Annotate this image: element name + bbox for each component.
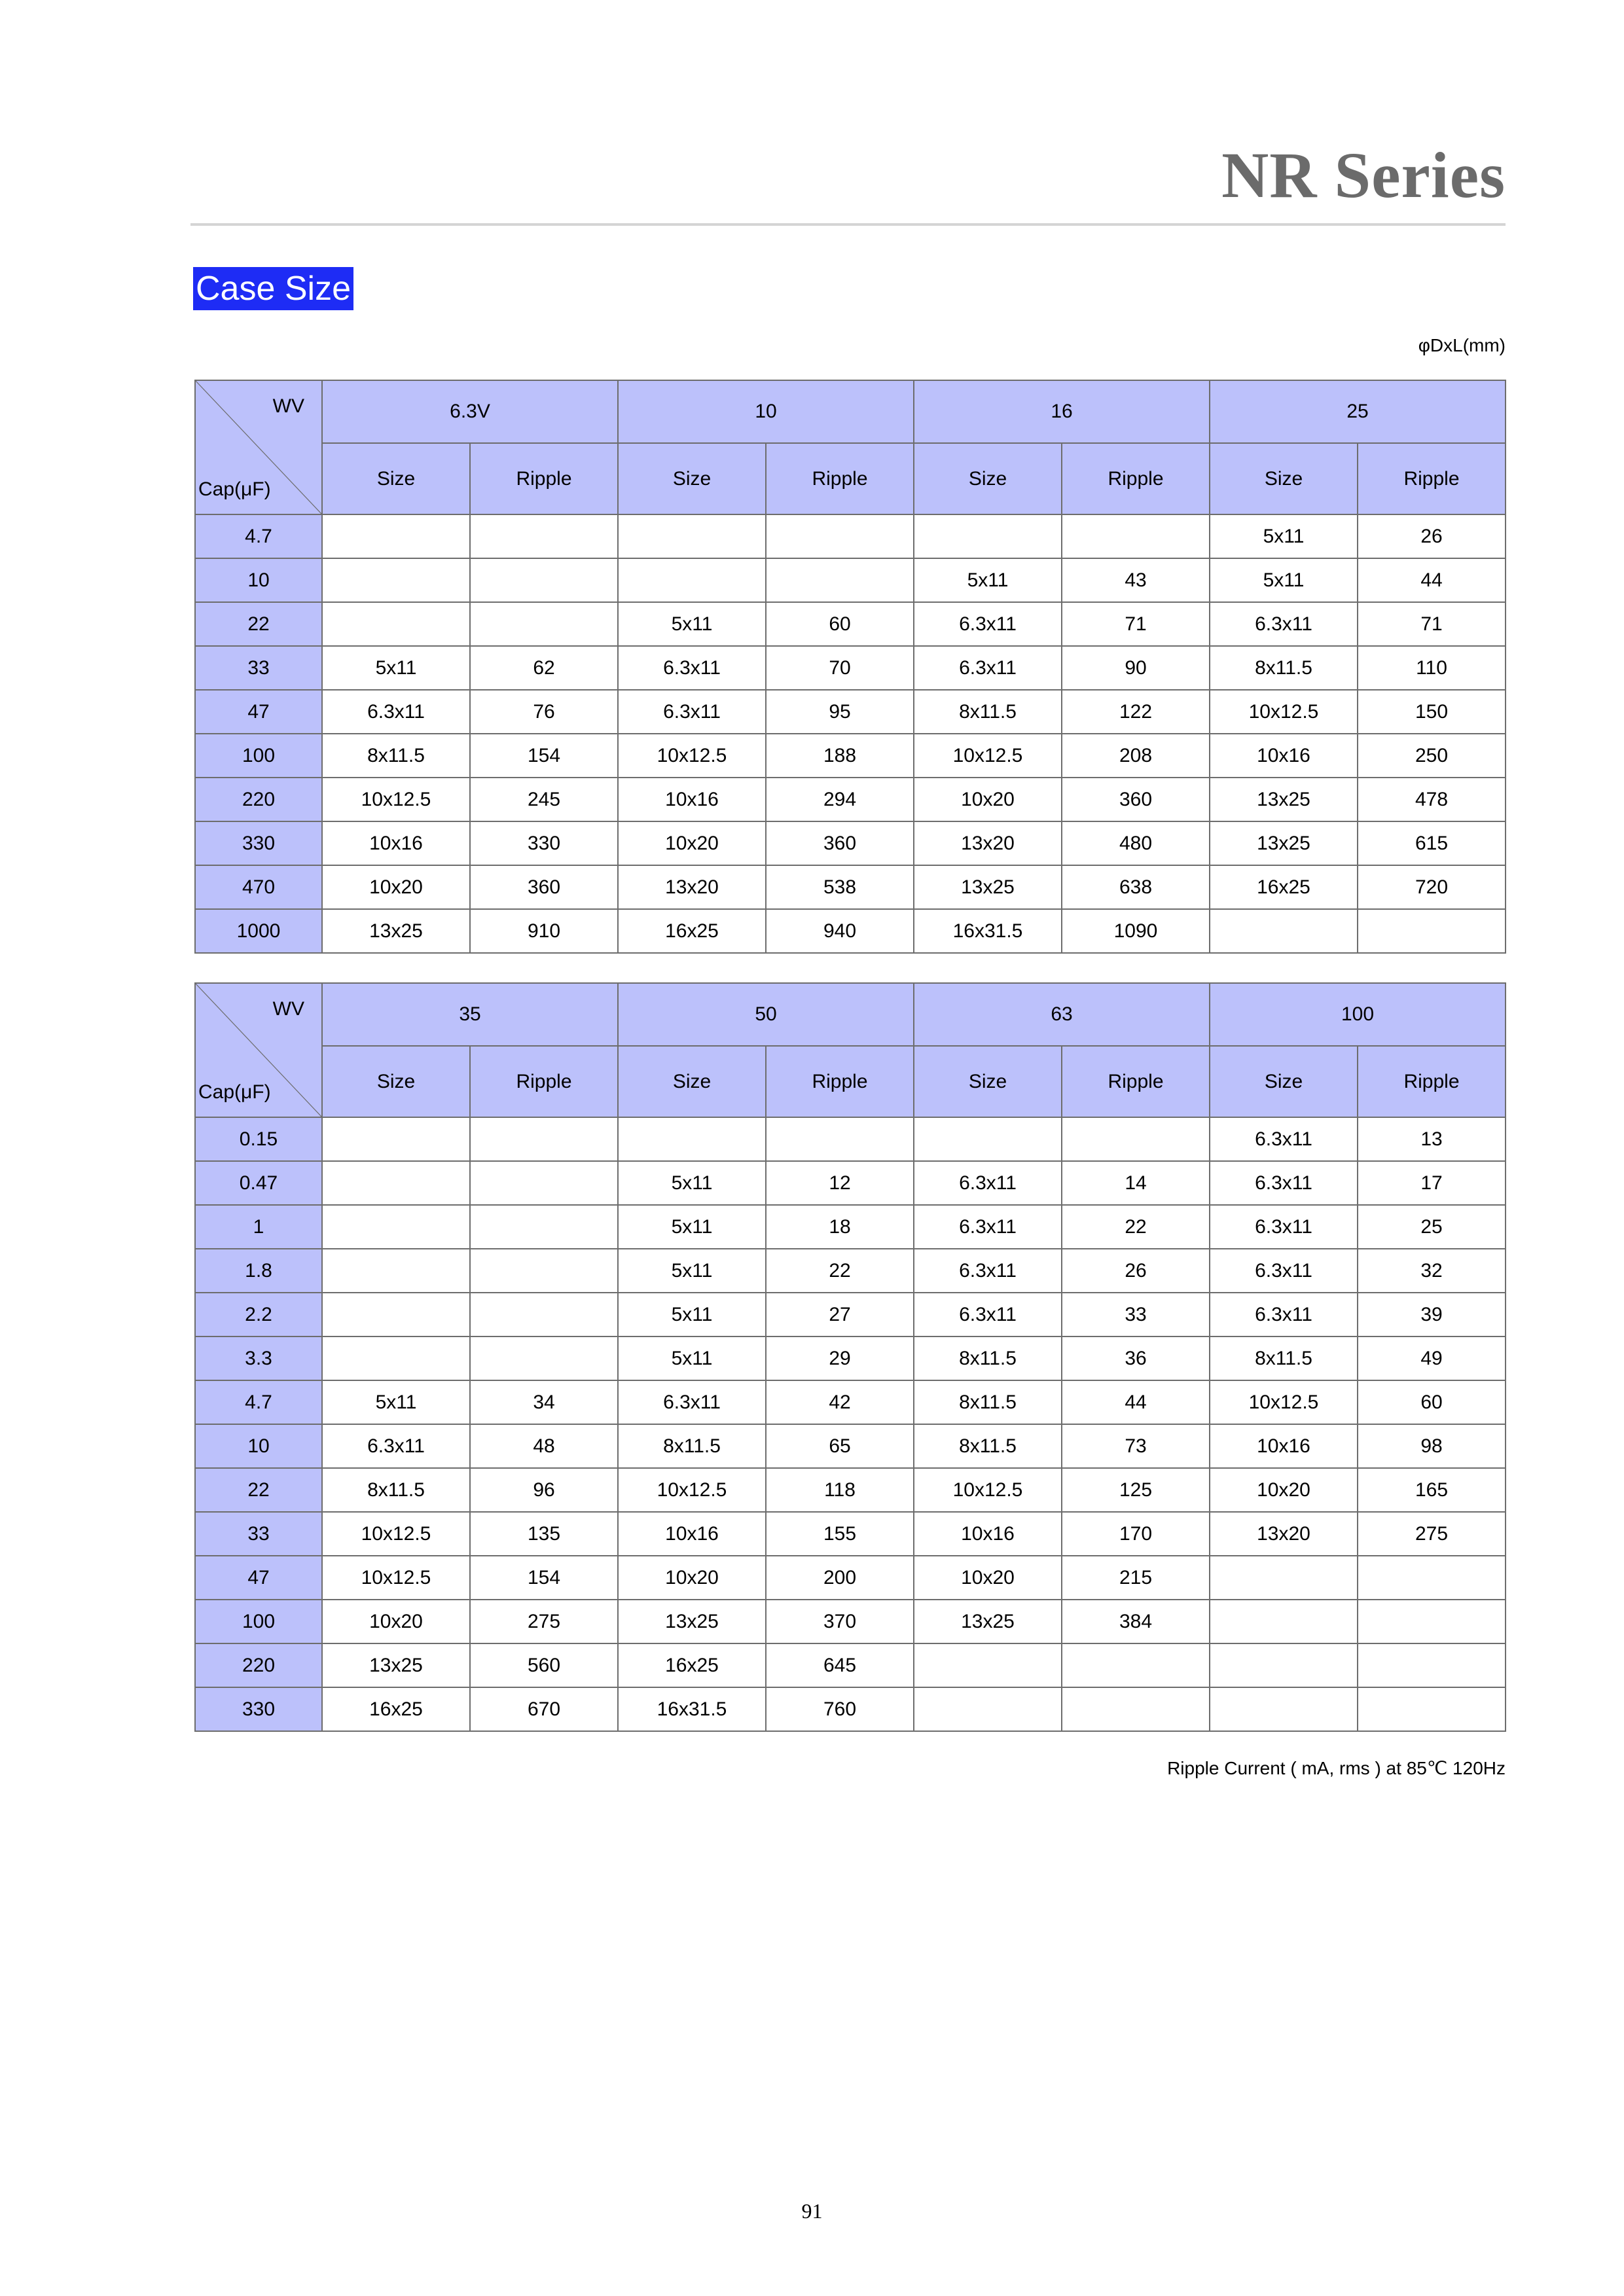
ripple-cell: 33 xyxy=(1062,1293,1210,1336)
size-cell: 8x11.5 xyxy=(914,690,1062,734)
size-cell: 6.3x11 xyxy=(914,1293,1062,1336)
size-header: Size xyxy=(914,1046,1062,1117)
cap-label: Cap(μF) xyxy=(198,478,271,500)
capacitance-cell: 330 xyxy=(195,821,322,865)
size-cell: 13x25 xyxy=(1210,821,1358,865)
size-cell: 6.3x11 xyxy=(1210,602,1358,646)
size-cell: 6.3x11 xyxy=(914,1249,1062,1293)
size-cell: 6.3x11 xyxy=(322,1424,470,1468)
ripple-cell xyxy=(470,602,618,646)
capacitance-cell: 47 xyxy=(195,690,322,734)
size-cell: 10x16 xyxy=(322,821,470,865)
ripple-cell xyxy=(1358,1600,1506,1643)
ripple-cell: 208 xyxy=(1062,734,1210,778)
size-cell: 10x12.5 xyxy=(914,1468,1062,1512)
capacitance-cell: 1.8 xyxy=(195,1249,322,1293)
size-cell: 5x11 xyxy=(618,1249,766,1293)
size-cell: 5x11 xyxy=(618,1161,766,1205)
table-body xyxy=(195,514,1506,953)
ripple-cell: 188 xyxy=(766,734,914,778)
ripple-cell: 90 xyxy=(1062,646,1210,690)
table-row xyxy=(195,602,1506,646)
ripple-cell xyxy=(1358,1556,1506,1600)
ripple-cell: 44 xyxy=(1062,1380,1210,1424)
capacitance-cell: 100 xyxy=(195,1600,322,1643)
size-header: Size xyxy=(618,443,766,514)
size-cell xyxy=(618,1117,766,1161)
size-cell: 8x11.5 xyxy=(618,1424,766,1468)
ripple-cell: 480 xyxy=(1062,821,1210,865)
size-cell: 13x25 xyxy=(914,1600,1062,1643)
ripple-cell xyxy=(1062,514,1210,558)
ripple-cell: 60 xyxy=(1358,1380,1506,1424)
ripple-header: Ripple xyxy=(1062,1046,1210,1117)
ripple-cell: 638 xyxy=(1062,865,1210,909)
ripple-cell xyxy=(1358,1643,1506,1687)
size-cell: 10x20 xyxy=(618,1556,766,1600)
ripple-cell: 48 xyxy=(470,1424,618,1468)
ripple-cell: 70 xyxy=(766,646,914,690)
capacitance-cell: 33 xyxy=(195,1512,322,1556)
case-size-table-low-voltage xyxy=(194,380,1506,954)
ripple-cell: 34 xyxy=(470,1380,618,1424)
size-cell xyxy=(1210,1600,1358,1643)
size-cell: 6.3x11 xyxy=(322,690,470,734)
table-row xyxy=(195,1600,1506,1643)
capacitance-cell: 22 xyxy=(195,602,322,646)
size-cell xyxy=(322,1161,470,1205)
capacitance-cell: 10 xyxy=(195,1424,322,1468)
size-cell: 6.3x11 xyxy=(1210,1161,1358,1205)
ripple-cell: 122 xyxy=(1062,690,1210,734)
ripple-cell: 1090 xyxy=(1062,909,1210,953)
ripple-cell: 29 xyxy=(766,1336,914,1380)
size-cell xyxy=(322,602,470,646)
ripple-cell xyxy=(1358,1687,1506,1731)
table-row xyxy=(195,778,1506,821)
ripple-cell: 165 xyxy=(1358,1468,1506,1512)
ripple-cell: 39 xyxy=(1358,1293,1506,1336)
size-cell: 5x11 xyxy=(1210,514,1358,558)
capacitance-cell: 0.47 xyxy=(195,1161,322,1205)
capacitance-cell: 4.7 xyxy=(195,514,322,558)
ripple-cell: 360 xyxy=(470,865,618,909)
size-cell xyxy=(914,514,1062,558)
size-cell: 6.3x11 xyxy=(618,646,766,690)
size-cell: 16x25 xyxy=(322,1687,470,1731)
size-cell: 10x20 xyxy=(322,1600,470,1643)
table-row xyxy=(195,734,1506,778)
size-cell: 13x25 xyxy=(914,865,1062,909)
ripple-header: Ripple xyxy=(470,443,618,514)
size-cell: 6.3x11 xyxy=(618,690,766,734)
ripple-cell xyxy=(766,558,914,602)
ripple-footnote: Ripple Current ( mA, rms ) at 85℃ 120Hz xyxy=(1167,1758,1506,1778)
size-cell xyxy=(618,514,766,558)
table-row xyxy=(195,1512,1506,1556)
ripple-cell: 275 xyxy=(1358,1512,1506,1556)
ripple-cell: 150 xyxy=(1358,690,1506,734)
size-cell: 10x16 xyxy=(618,778,766,821)
corner-header-cell xyxy=(195,380,322,514)
size-cell: 10x16 xyxy=(618,1512,766,1556)
ripple-cell: 294 xyxy=(766,778,914,821)
ripple-cell xyxy=(470,1205,618,1249)
ripple-cell xyxy=(766,1117,914,1161)
ripple-header: Ripple xyxy=(1062,443,1210,514)
ripple-cell: 384 xyxy=(1062,1600,1210,1643)
size-cell: 8x11.5 xyxy=(914,1380,1062,1424)
ripple-cell: 65 xyxy=(766,1424,914,1468)
capacitance-cell: 33 xyxy=(195,646,322,690)
header-rule xyxy=(190,223,1506,226)
ripple-cell: 12 xyxy=(766,1161,914,1205)
table-row xyxy=(195,865,1506,909)
ripple-cell: 370 xyxy=(766,1600,914,1643)
ripple-cell: 215 xyxy=(1062,1556,1210,1600)
size-cell: 6.3x11 xyxy=(618,1380,766,1424)
ripple-cell: 720 xyxy=(1358,865,1506,909)
size-cell xyxy=(1210,1687,1358,1731)
ripple-cell: 96 xyxy=(470,1468,618,1512)
voltage-header: 10 xyxy=(618,380,914,443)
size-cell: 10x12.5 xyxy=(322,1556,470,1600)
size-cell xyxy=(322,1117,470,1161)
size-cell: 10x20 xyxy=(914,1556,1062,1600)
size-cell xyxy=(914,1687,1062,1731)
size-cell: 6.3x11 xyxy=(1210,1205,1358,1249)
size-cell: 8x11.5 xyxy=(1210,646,1358,690)
page-number: 91 xyxy=(801,2199,823,2223)
ripple-cell: 42 xyxy=(766,1380,914,1424)
table-row xyxy=(195,1161,1506,1205)
ripple-cell: 44 xyxy=(1358,558,1506,602)
ripple-header: Ripple xyxy=(1358,443,1506,514)
ripple-cell: 760 xyxy=(766,1687,914,1731)
voltage-header: 50 xyxy=(618,983,914,1046)
size-cell: 6.3x11 xyxy=(1210,1293,1358,1336)
wv-label: WV xyxy=(272,998,304,1020)
ripple-cell: 135 xyxy=(470,1512,618,1556)
ripple-cell: 49 xyxy=(1358,1336,1506,1380)
size-cell xyxy=(322,514,470,558)
voltage-header: 6.3V xyxy=(322,380,618,443)
size-cell: 13x25 xyxy=(322,909,470,953)
table-row xyxy=(195,1205,1506,1249)
size-cell: 10x12.5 xyxy=(1210,690,1358,734)
size-cell: 13x20 xyxy=(618,865,766,909)
capacitance-cell: 330 xyxy=(195,1687,322,1731)
capacitance-cell: 220 xyxy=(195,778,322,821)
ripple-cell xyxy=(1358,909,1506,953)
table-row xyxy=(195,1249,1506,1293)
ripple-cell: 36 xyxy=(1062,1336,1210,1380)
ripple-cell: 25 xyxy=(1358,1205,1506,1249)
ripple-cell: 110 xyxy=(1358,646,1506,690)
ripple-cell: 360 xyxy=(1062,778,1210,821)
size-cell: 8x11.5 xyxy=(914,1424,1062,1468)
ripple-cell: 118 xyxy=(766,1468,914,1512)
table-row xyxy=(195,1643,1506,1687)
ripple-cell: 17 xyxy=(1358,1161,1506,1205)
voltage-header: 63 xyxy=(914,983,1210,1046)
ripple-cell: 98 xyxy=(1358,1424,1506,1468)
ripple-cell: 14 xyxy=(1062,1161,1210,1205)
size-cell: 16x25 xyxy=(1210,865,1358,909)
size-cell: 8x11.5 xyxy=(322,734,470,778)
ripple-cell: 62 xyxy=(470,646,618,690)
ripple-cell: 155 xyxy=(766,1512,914,1556)
table-row xyxy=(195,646,1506,690)
voltage-header: 100 xyxy=(1210,983,1506,1046)
size-cell: 6.3x11 xyxy=(1210,1249,1358,1293)
size-cell xyxy=(322,558,470,602)
ripple-cell: 170 xyxy=(1062,1512,1210,1556)
ripple-cell: 560 xyxy=(470,1643,618,1687)
ripple-cell: 910 xyxy=(470,909,618,953)
ripple-cell xyxy=(470,514,618,558)
size-cell: 13x20 xyxy=(1210,1512,1358,1556)
size-cell: 16x31.5 xyxy=(618,1687,766,1731)
ripple-cell: 26 xyxy=(1358,514,1506,558)
size-cell: 8x11.5 xyxy=(322,1468,470,1512)
capacitance-cell: 470 xyxy=(195,865,322,909)
size-cell: 13x25 xyxy=(322,1643,470,1687)
size-cell xyxy=(322,1249,470,1293)
case-size-heading: Case Size xyxy=(193,267,353,310)
ripple-cell xyxy=(470,1336,618,1380)
ripple-cell: 95 xyxy=(766,690,914,734)
capacitance-cell: 3.3 xyxy=(195,1336,322,1380)
voltage-header: 16 xyxy=(914,380,1210,443)
size-header: Size xyxy=(1210,443,1358,514)
table-row xyxy=(195,690,1506,734)
size-cell: 5x11 xyxy=(618,1336,766,1380)
table-row xyxy=(195,558,1506,602)
capacitance-cell: 0.15 xyxy=(195,1117,322,1161)
size-header: Size xyxy=(1210,1046,1358,1117)
ripple-cell: 22 xyxy=(766,1249,914,1293)
size-cell: 10x12.5 xyxy=(618,1468,766,1512)
ripple-cell: 18 xyxy=(766,1205,914,1249)
size-cell: 10x12.5 xyxy=(322,778,470,821)
ripple-cell xyxy=(1062,1117,1210,1161)
size-cell: 6.3x11 xyxy=(914,1205,1062,1249)
size-cell: 10x20 xyxy=(914,778,1062,821)
ripple-cell: 940 xyxy=(766,909,914,953)
ripple-cell: 22 xyxy=(1062,1205,1210,1249)
ripple-cell: 26 xyxy=(1062,1249,1210,1293)
size-cell: 16x25 xyxy=(618,1643,766,1687)
corner-header-cell xyxy=(195,983,322,1117)
size-cell: 10x12.5 xyxy=(618,734,766,778)
voltage-header: 25 xyxy=(1210,380,1506,443)
ripple-cell: 478 xyxy=(1358,778,1506,821)
size-cell: 10x20 xyxy=(322,865,470,909)
table-row xyxy=(195,1687,1506,1731)
ripple-header: Ripple xyxy=(766,1046,914,1117)
size-cell xyxy=(914,1643,1062,1687)
cap-label: Cap(μF) xyxy=(198,1081,271,1103)
size-cell xyxy=(322,1293,470,1336)
ripple-cell xyxy=(470,1293,618,1336)
size-cell xyxy=(914,1117,1062,1161)
capacitance-cell: 1000 xyxy=(195,909,322,953)
ripple-header: Ripple xyxy=(1358,1046,1506,1117)
table-row xyxy=(195,909,1506,953)
capacitance-cell: 100 xyxy=(195,734,322,778)
size-cell: 16x25 xyxy=(618,909,766,953)
table-row xyxy=(195,1117,1506,1161)
ripple-cell: 245 xyxy=(470,778,618,821)
capacitance-cell: 47 xyxy=(195,1556,322,1600)
size-cell: 10x20 xyxy=(618,821,766,865)
size-cell: 13x25 xyxy=(618,1600,766,1643)
table-row xyxy=(195,1380,1506,1424)
capacitance-cell: 1 xyxy=(195,1205,322,1249)
ripple-cell: 76 xyxy=(470,690,618,734)
size-cell: 5x11 xyxy=(322,646,470,690)
size-cell: 5x11 xyxy=(1210,558,1358,602)
size-cell: 6.3x11 xyxy=(1210,1117,1358,1161)
size-cell xyxy=(322,1336,470,1380)
ripple-cell: 330 xyxy=(470,821,618,865)
series-title: NR Series xyxy=(1221,139,1506,211)
size-cell: 5x11 xyxy=(618,602,766,646)
ripple-cell xyxy=(470,1161,618,1205)
ripple-cell: 275 xyxy=(470,1600,618,1643)
ripple-cell: 360 xyxy=(766,821,914,865)
ripple-header: Ripple xyxy=(766,443,914,514)
size-cell xyxy=(1210,1556,1358,1600)
ripple-cell: 538 xyxy=(766,865,914,909)
size-cell: 10x16 xyxy=(914,1512,1062,1556)
ripple-cell: 154 xyxy=(470,1556,618,1600)
table-row xyxy=(195,821,1506,865)
ripple-cell: 125 xyxy=(1062,1468,1210,1512)
ripple-cell xyxy=(470,1117,618,1161)
table-row xyxy=(195,1293,1506,1336)
ripple-cell: 73 xyxy=(1062,1424,1210,1468)
capacitance-cell: 2.2 xyxy=(195,1293,322,1336)
ripple-cell: 250 xyxy=(1358,734,1506,778)
size-header: Size xyxy=(322,443,470,514)
ripple-cell xyxy=(1062,1687,1210,1731)
size-cell: 10x20 xyxy=(1210,1468,1358,1512)
size-cell xyxy=(1210,909,1358,953)
size-cell: 13x25 xyxy=(1210,778,1358,821)
case-size-table-high-voltage xyxy=(194,982,1506,1732)
ripple-header: Ripple xyxy=(470,1046,618,1117)
voltage-header: 35 xyxy=(322,983,618,1046)
capacitance-cell: 4.7 xyxy=(195,1380,322,1424)
ripple-cell: 60 xyxy=(766,602,914,646)
ripple-cell: 200 xyxy=(766,1556,914,1600)
size-cell: 8x11.5 xyxy=(1210,1336,1358,1380)
size-cell: 5x11 xyxy=(618,1205,766,1249)
size-cell: 13x20 xyxy=(914,821,1062,865)
size-cell: 5x11 xyxy=(322,1380,470,1424)
size-cell xyxy=(618,558,766,602)
size-cell xyxy=(1210,1643,1358,1687)
size-header: Size xyxy=(914,443,1062,514)
size-cell: 10x12.5 xyxy=(1210,1380,1358,1424)
ripple-cell: 27 xyxy=(766,1293,914,1336)
ripple-cell: 71 xyxy=(1358,602,1506,646)
table-row xyxy=(195,1424,1506,1468)
ripple-cell: 154 xyxy=(470,734,618,778)
wv-label: WV xyxy=(272,395,304,417)
ripple-cell: 670 xyxy=(470,1687,618,1731)
size-cell: 6.3x11 xyxy=(914,602,1062,646)
unit-note: φDxL(mm) xyxy=(1418,335,1506,355)
ripple-cell: 32 xyxy=(1358,1249,1506,1293)
size-header: Size xyxy=(618,1046,766,1117)
size-cell: 16x31.5 xyxy=(914,909,1062,953)
table-row xyxy=(195,1468,1506,1512)
table-row xyxy=(195,514,1506,558)
capacitance-cell: 220 xyxy=(195,1643,322,1687)
size-cell: 6.3x11 xyxy=(914,1161,1062,1205)
table-row xyxy=(195,1336,1506,1380)
ripple-cell: 615 xyxy=(1358,821,1506,865)
ripple-cell xyxy=(470,1249,618,1293)
ripple-cell: 71 xyxy=(1062,602,1210,646)
ripple-cell xyxy=(470,558,618,602)
ripple-cell: 645 xyxy=(766,1643,914,1687)
ripple-cell xyxy=(766,514,914,558)
table-row xyxy=(195,1556,1506,1600)
capacitance-cell: 22 xyxy=(195,1468,322,1512)
table-body xyxy=(195,1117,1506,1731)
size-cell: 10x16 xyxy=(1210,1424,1358,1468)
size-cell xyxy=(322,1205,470,1249)
size-cell: 10x16 xyxy=(1210,734,1358,778)
size-cell: 8x11.5 xyxy=(914,1336,1062,1380)
ripple-cell: 43 xyxy=(1062,558,1210,602)
ripple-cell xyxy=(1062,1643,1210,1687)
ripple-cell: 13 xyxy=(1358,1117,1506,1161)
size-cell: 10x12.5 xyxy=(914,734,1062,778)
capacitance-cell: 10 xyxy=(195,558,322,602)
size-cell: 6.3x11 xyxy=(914,646,1062,690)
size-header: Size xyxy=(322,1046,470,1117)
size-cell: 5x11 xyxy=(618,1293,766,1336)
size-cell: 10x12.5 xyxy=(322,1512,470,1556)
size-cell: 5x11 xyxy=(914,558,1062,602)
